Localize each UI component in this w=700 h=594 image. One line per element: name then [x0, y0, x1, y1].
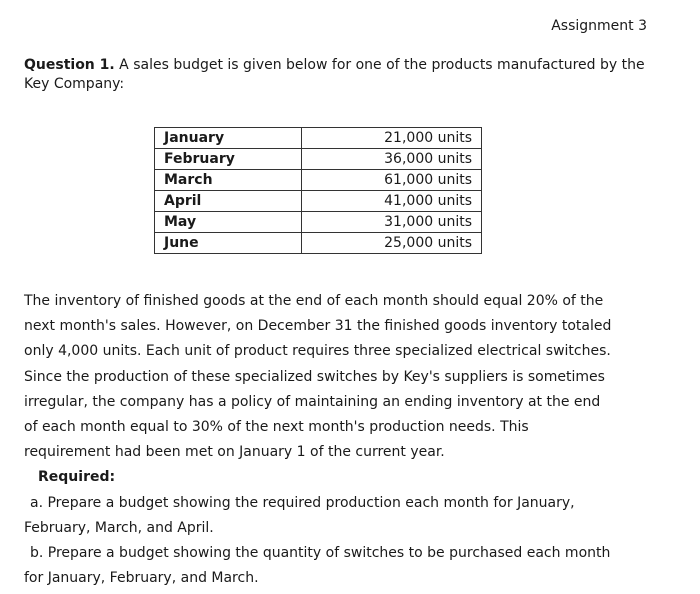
month-cell: May	[155, 212, 302, 233]
month-cell: March	[155, 170, 302, 191]
units-cell: 21,000 units	[302, 128, 482, 149]
units-cell: 36,000 units	[302, 149, 482, 170]
body-line: requirement had been met on January 1 of the current year.	[24, 444, 445, 461]
month-cell: January	[155, 128, 302, 149]
units-cell: 31,000 units	[302, 212, 482, 233]
requirement-a: a. Prepare a budget showing the required production each month for January,	[30, 494, 575, 511]
assignment-label: Assignment 3	[551, 18, 647, 34]
body-line: only 4,000 units. Each unit of product requires three specialized electrical switches.	[24, 343, 611, 360]
units-cell: 61,000 units	[302, 170, 482, 191]
question-intro: A sales budget is given below for one of the products manufactured by the Key Company:	[24, 57, 645, 92]
problem-body	[24, 289, 664, 591]
table-row	[155, 212, 482, 233]
requirement-a-continued: February, March, and April.	[24, 519, 214, 536]
requirement-b: b. Prepare a budget showing the quantity of switches to be purchased each month	[30, 545, 611, 562]
units-cell: 25,000 units	[302, 233, 482, 254]
table-row	[155, 149, 482, 170]
units-cell: 41,000 units	[302, 191, 482, 212]
body-line: The inventory of finished goods at the end of each month should equal 20% of the	[24, 293, 604, 309]
body-line: irregular, the company has a policy of maintaining an ending inventory at the end	[24, 393, 601, 410]
body-line: of each month equal to 30% of the next month's production needs. This	[24, 419, 529, 436]
table-row	[155, 170, 482, 191]
question-number: Question 1.	[24, 57, 115, 73]
question-heading	[24, 56, 664, 94]
month-cell: April	[155, 191, 302, 212]
month-cell: February	[155, 149, 302, 170]
table-row	[155, 128, 482, 149]
table-row	[155, 191, 482, 212]
body-line: Since the production of these specialized switches by Key's suppliers is sometimes	[24, 368, 605, 385]
body-line: next month's sales. However, on December 31 the finished goods inventory totaled	[24, 318, 612, 335]
requirement-b-continued: for January, February, and March.	[24, 570, 259, 587]
sales-budget-table	[154, 127, 482, 254]
required-heading: Required:	[38, 469, 116, 486]
table-row	[155, 233, 482, 254]
month-cell: June	[155, 233, 302, 254]
